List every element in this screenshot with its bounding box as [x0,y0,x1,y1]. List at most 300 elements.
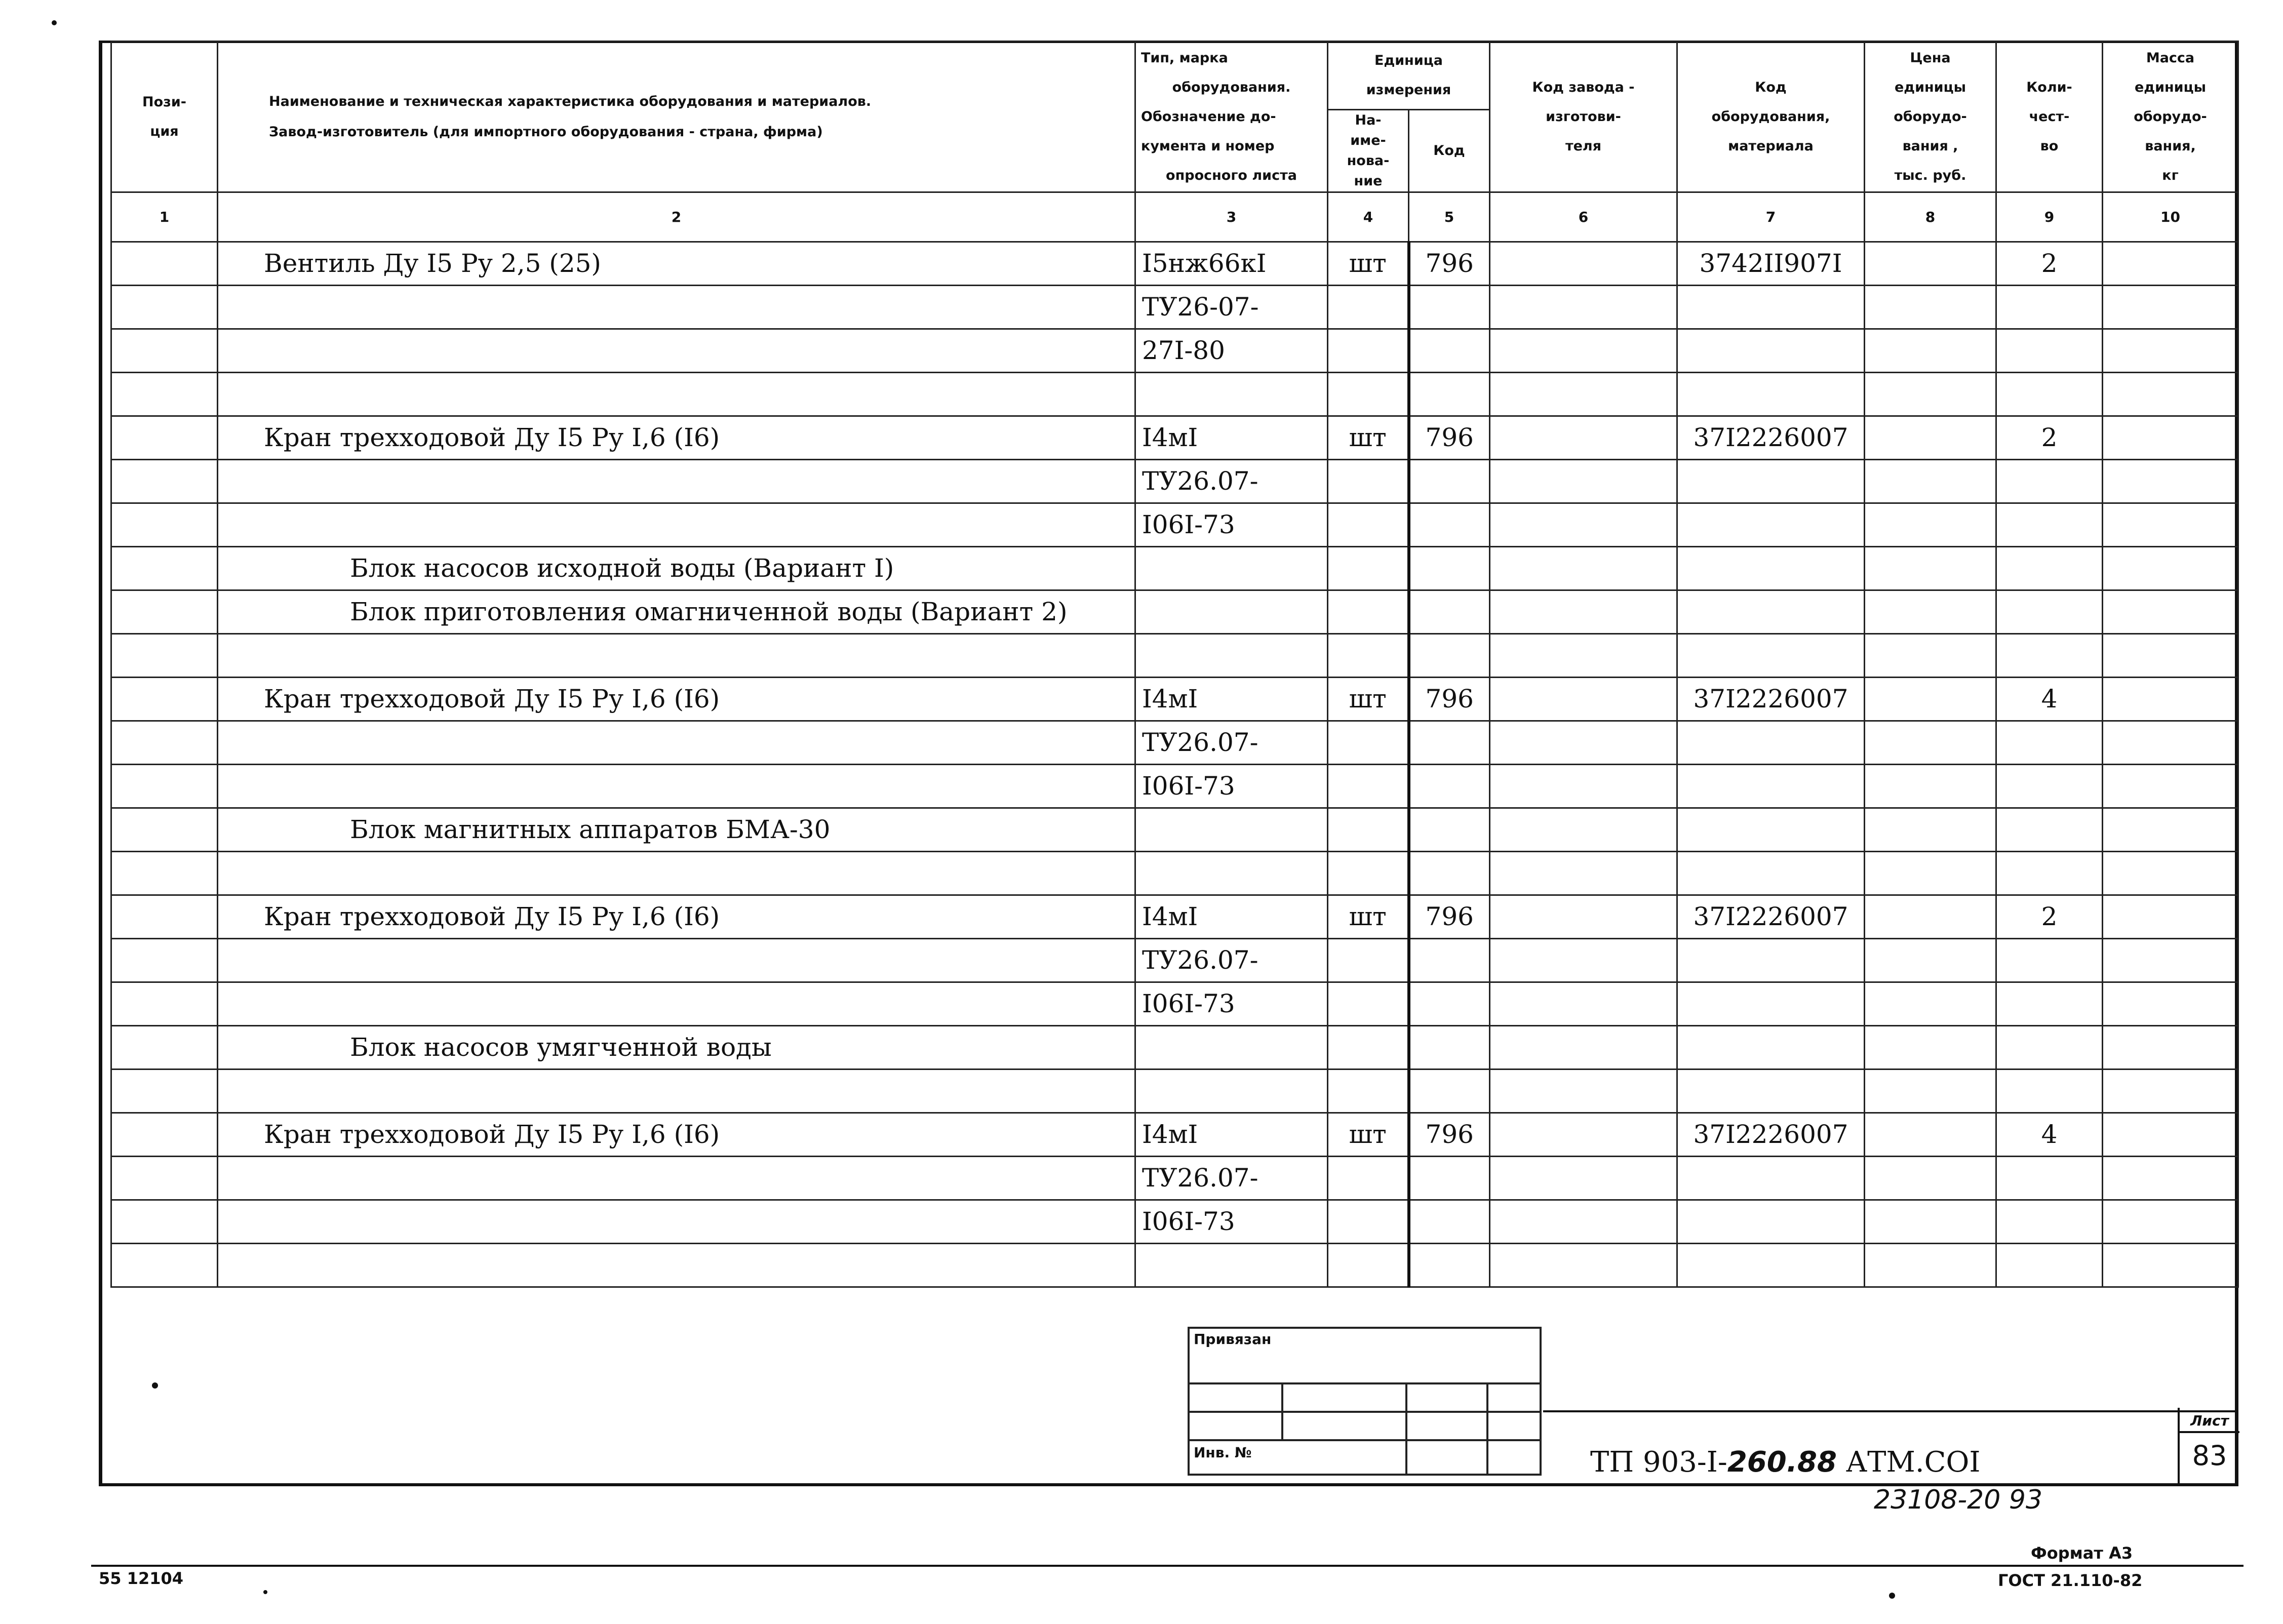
unit-code-cell [1409,1200,1490,1244]
item-name-cell: Кран трехходовой Ду I5 Ру I,6 (I6) [218,1113,1135,1157]
mass-cell [2103,634,2238,678]
quantity-cell [1996,1244,2103,1287]
type-cell: ТУ26.07- [1135,939,1328,982]
item-name-cell [218,721,1135,765]
item-name-cell [218,286,1135,329]
header-unit-code: Код [1409,110,1490,192]
equipment-code-cell: 37I2226007 [1677,895,1865,939]
table-row [111,721,2238,765]
position-cell [111,503,218,547]
mass-cell [2103,1026,2238,1070]
mass-cell [2103,982,2238,1026]
table-row [111,939,2238,982]
mass-cell [2103,416,2238,460]
item-name-cell [218,852,1135,895]
column-number: 6 [1490,192,1677,242]
header-factory-code: Код завода - изготови- теля [1490,42,1677,192]
type-cell [1135,1244,1328,1287]
scan-speck [152,1382,158,1389]
approval-stamp [1188,1327,1542,1476]
type-cell: I06I-73 [1135,982,1328,1026]
sheet-box [2178,1408,2237,1484]
sheet-label: Лист [2180,1411,2239,1433]
type-cell [1135,590,1328,634]
unit-code-cell [1409,460,1490,503]
quantity-cell [1996,721,2103,765]
equipment-code-cell [1677,852,1865,895]
type-cell [1135,1026,1328,1070]
factory-code-cell [1490,416,1677,460]
scan-speck [1889,1593,1895,1599]
quantity-cell [1996,765,2103,808]
type-cell: ТУ26.07- [1135,1157,1328,1200]
quantity-cell [1996,590,2103,634]
factory-code-cell [1490,242,1677,286]
column-number: 2 [218,192,1135,242]
position-cell [111,721,218,765]
bound-label: Привязан [1189,1328,1541,1383]
table-row [111,1026,2238,1070]
item-name-cell [218,503,1135,547]
inventory-label: Инв. № [1189,1440,1406,1475]
header-position: Пози- ция [111,42,218,192]
column-number: 10 [2103,192,2238,242]
unit-code-cell [1409,982,1490,1026]
unit-code-cell: 796 [1409,416,1490,460]
mass-cell [2103,329,2238,373]
table-row [111,547,2238,590]
unit-code-cell [1409,547,1490,590]
table-row [111,503,2238,547]
unit-code-cell [1409,852,1490,895]
column-number: 4 [1328,192,1409,242]
price-cell [1865,895,1996,939]
unit-code-cell: 796 [1409,895,1490,939]
equipment-code-cell [1677,1244,1865,1287]
unit-name-cell [1328,852,1409,895]
position-cell [111,982,218,1026]
item-name-cell [218,982,1135,1026]
table-row [111,982,2238,1026]
unit-code-cell [1409,634,1490,678]
price-cell [1865,678,1996,721]
position-cell [111,1113,218,1157]
unit-name-cell: шт [1328,1113,1409,1157]
scan-speck [52,20,57,25]
quantity-cell: 2 [1996,416,2103,460]
mass-cell [2103,1070,2238,1113]
position-cell [111,1026,218,1070]
equipment-code-cell: 37I2226007 [1677,678,1865,721]
unit-name-cell [1328,721,1409,765]
price-cell [1865,460,1996,503]
factory-code-cell [1490,939,1677,982]
table-row [111,678,2238,721]
position-cell [111,242,218,286]
quantity-cell [1996,460,2103,503]
column-number: 8 [1865,192,1996,242]
unit-code-cell [1409,503,1490,547]
item-name-cell: Блок магнитных аппаратов БМА-30 [218,808,1135,852]
equipment-code-cell [1677,1200,1865,1244]
factory-code-cell [1490,286,1677,329]
table-row [111,1244,2238,1287]
factory-code-cell [1490,590,1677,634]
item-name-cell [218,460,1135,503]
column-number: 5 [1409,192,1490,242]
equipment-code-cell [1677,765,1865,808]
quantity-cell [1996,808,2103,852]
price-cell [1865,1200,1996,1244]
position-cell [111,808,218,852]
column-number: 9 [1996,192,2103,242]
unit-code-cell [1409,808,1490,852]
quantity-cell: 4 [1996,678,2103,721]
quantity-cell [1996,329,2103,373]
equipment-code-cell [1677,1157,1865,1200]
equipment-code-cell: 37I2226007 [1677,1113,1865,1157]
quantity-cell: 2 [1996,242,2103,286]
position-cell [111,460,218,503]
equipment-code-cell [1677,808,1865,852]
table-row [111,286,2238,329]
item-name-cell [218,1244,1135,1287]
table-row [111,1200,2238,1244]
item-name-cell: Блок насосов исходной воды (Вариант I) [218,547,1135,590]
unit-code-cell [1409,373,1490,416]
column-number: 3 [1135,192,1328,242]
item-name-cell [218,1200,1135,1244]
price-cell [1865,634,1996,678]
position-cell [111,939,218,982]
item-name-cell: Блок насосов умягченной воды [218,1026,1135,1070]
column-number: 1 [111,192,218,242]
position-cell [111,634,218,678]
price-cell [1865,721,1996,765]
mass-cell [2103,939,2238,982]
factory-code-cell [1490,678,1677,721]
header-name: Наименование и техническая характеристика оборудования и материалов. Завод-изготовитель (для импортного оборудования - страна, фирма) [218,42,1135,192]
unit-name-cell: шт [1328,678,1409,721]
price-cell [1865,808,1996,852]
mass-cell [2103,1157,2238,1200]
factory-code-cell [1490,852,1677,895]
quantity-cell: 4 [1996,1113,2103,1157]
unit-name-cell [1328,765,1409,808]
price-cell [1865,852,1996,895]
position-cell [111,765,218,808]
mass-cell [2103,852,2238,895]
unit-code-cell [1409,590,1490,634]
unit-name-cell [1328,1200,1409,1244]
item-name-cell: Блок приготовления омагниченной воды (Вариант 2) [218,590,1135,634]
quantity-cell [1996,1200,2103,1244]
table-row [111,765,2238,808]
position-cell [111,1157,218,1200]
table-row [111,852,2238,895]
specification-table [110,41,2239,1288]
column-number: 7 [1677,192,1865,242]
bottom-rule [91,1565,2243,1567]
item-name-cell [218,634,1135,678]
mass-cell [2103,678,2238,721]
quantity-cell [1996,1070,2103,1113]
unit-code-cell: 796 [1409,1113,1490,1157]
factory-code-cell [1490,1200,1677,1244]
price-cell [1865,329,1996,373]
price-cell [1865,1113,1996,1157]
type-cell: ТУ26.07- [1135,721,1328,765]
type-cell: I4мI [1135,678,1328,721]
type-cell [1135,808,1328,852]
mass-cell [2103,721,2238,765]
unit-name-cell [1328,808,1409,852]
factory-code-cell [1490,503,1677,547]
unit-code-cell [1409,1244,1490,1287]
price-cell [1865,503,1996,547]
unit-code-cell: 796 [1409,678,1490,721]
document-designation: ТП 903-I-260.88 АТМ.СОI [1590,1446,1981,1479]
type-cell: 27I-80 [1135,329,1328,373]
position-cell [111,1070,218,1113]
unit-code-cell [1409,1070,1490,1113]
equipment-code-cell [1677,460,1865,503]
price-cell [1865,590,1996,634]
table-row [111,329,2238,373]
unit-code-cell [1409,1026,1490,1070]
unit-code-cell: 796 [1409,242,1490,286]
item-name-cell [218,1157,1135,1200]
unit-name-cell: шт [1328,242,1409,286]
mass-cell [2103,1244,2238,1287]
price-cell [1865,242,1996,286]
unit-code-cell [1409,939,1490,982]
position-cell [111,416,218,460]
unit-name-cell [1328,286,1409,329]
price-cell [1865,1070,1996,1113]
quantity-cell [1996,939,2103,982]
quantity-cell [1996,373,2103,416]
unit-name-cell [1328,1244,1409,1287]
price-cell [1865,373,1996,416]
equipment-code-cell [1677,547,1865,590]
equipment-code-cell [1677,1026,1865,1070]
type-cell: I4мI [1135,416,1328,460]
equipment-code-cell [1677,503,1865,547]
unit-name-cell [1328,634,1409,678]
position-cell [111,547,218,590]
unit-name-cell [1328,503,1409,547]
mass-cell [2103,1113,2238,1157]
type-cell [1135,547,1328,590]
mass-cell [2103,1200,2238,1244]
factory-code-cell [1490,808,1677,852]
unit-name-cell [1328,1157,1409,1200]
type-cell: I4мI [1135,1113,1328,1157]
type-cell: I4мI [1135,895,1328,939]
header-type: Тип, марка оборудования. Обозначение до- кумента и номер опросного листа [1135,42,1328,192]
equipment-code-cell [1677,329,1865,373]
unit-name-cell [1328,460,1409,503]
type-cell: ТУ26.07- [1135,460,1328,503]
position-cell [111,373,218,416]
unit-code-cell [1409,721,1490,765]
mass-cell [2103,547,2238,590]
unit-code-cell [1409,286,1490,329]
scan-speck [263,1590,267,1594]
price-cell [1865,939,1996,982]
item-name-cell [218,939,1135,982]
price-cell [1865,416,1996,460]
position-cell [111,1200,218,1244]
equipment-code-cell [1677,590,1865,634]
price-cell [1865,765,1996,808]
position-cell [111,1244,218,1287]
factory-code-cell [1490,982,1677,1026]
item-name-cell: Кран трехходовой Ду I5 Ру I,6 (I6) [218,678,1135,721]
factory-code-cell [1490,895,1677,939]
price-cell [1865,1157,1996,1200]
quantity-cell [1996,286,2103,329]
mass-cell [2103,895,2238,939]
equipment-code-cell [1677,373,1865,416]
type-cell: I06I-73 [1135,1200,1328,1244]
quantity-cell: 2 [1996,895,2103,939]
mass-cell [2103,808,2238,852]
position-cell [111,286,218,329]
factory-code-cell [1490,373,1677,416]
factory-code-cell [1490,765,1677,808]
item-name-cell [218,329,1135,373]
factory-code-cell [1490,1070,1677,1113]
factory-code-cell [1490,721,1677,765]
header-unit-name: На- име- нова- ние [1328,110,1409,192]
equipment-code-cell [1677,1070,1865,1113]
factory-code-cell [1490,1244,1677,1287]
mass-cell [2103,373,2238,416]
factory-code-cell [1490,329,1677,373]
factory-code-cell [1490,1157,1677,1200]
position-cell [111,590,218,634]
header-mass: Масса единицы оборудо- вания, кг [2103,42,2238,192]
table-row [111,1113,2238,1157]
factory-code-cell [1490,1113,1677,1157]
quantity-cell [1996,547,2103,590]
item-name-cell: Кран трехходовой Ду I5 Ру I,6 (I6) [218,895,1135,939]
footer-code: 55 12104 [99,1569,183,1588]
quantity-cell [1996,982,2103,1026]
price-cell [1865,1026,1996,1070]
unit-code-cell [1409,765,1490,808]
type-cell: I5нж66кI [1135,242,1328,286]
table-row [111,242,2238,286]
unit-name-cell [1328,590,1409,634]
type-cell [1135,1070,1328,1113]
title-block-divider [1543,1410,2235,1412]
equipment-code-cell: 3742II907I [1677,242,1865,286]
standard-label: ГОСТ 21.110-82 [1998,1571,2143,1590]
sheet-number: 83 [2192,1440,2227,1472]
table-row [111,416,2238,460]
header-quantity: Коли- чест- во [1996,42,2103,192]
unit-name-cell: шт [1328,416,1409,460]
table-row [111,373,2238,416]
factory-code-cell [1490,634,1677,678]
header-price: Цена единицы оборудо- вания , тыс. руб. [1865,42,1996,192]
position-cell [111,678,218,721]
price-cell [1865,547,1996,590]
mass-cell [2103,765,2238,808]
equipment-code-cell [1677,721,1865,765]
unit-name-cell [1328,939,1409,982]
price-cell [1865,982,1996,1026]
unit-code-cell [1409,1157,1490,1200]
mass-cell [2103,460,2238,503]
item-name-cell: Вентиль Ду I5 Ру 2,5 (25) [218,242,1135,286]
mass-cell [2103,242,2238,286]
type-cell: I06I-73 [1135,503,1328,547]
unit-name-cell [1328,329,1409,373]
table-row [111,590,2238,634]
quantity-cell [1996,1026,2103,1070]
table-row [111,1157,2238,1200]
position-cell [111,895,218,939]
equipment-code-cell [1677,634,1865,678]
item-name-cell [218,765,1135,808]
format-label: Формат А3 [2031,1543,2133,1563]
mass-cell [2103,286,2238,329]
type-cell: ТУ26-07- [1135,286,1328,329]
table-row [111,634,2238,678]
price-cell [1865,1244,1996,1287]
quantity-cell [1996,1157,2103,1200]
quantity-cell [1996,503,2103,547]
position-cell [111,329,218,373]
unit-name-cell [1328,1070,1409,1113]
type-cell [1135,852,1328,895]
quantity-cell [1996,634,2103,678]
mass-cell [2103,590,2238,634]
equipment-code-cell [1677,286,1865,329]
price-cell [1865,286,1996,329]
item-name-cell: Кран трехходовой Ду I5 Ру I,6 (I6) [218,416,1135,460]
table-row [111,1070,2238,1113]
unit-name-cell [1328,373,1409,416]
item-name-cell [218,373,1135,416]
factory-code-cell [1490,460,1677,503]
unit-name-cell [1328,1026,1409,1070]
equipment-code-cell: 37I2226007 [1677,416,1865,460]
unit-name-cell [1328,982,1409,1026]
type-cell [1135,373,1328,416]
mass-cell [2103,503,2238,547]
type-cell: I06I-73 [1135,765,1328,808]
quantity-cell [1996,852,2103,895]
header-equipment-code: Код оборудования, материала [1677,42,1865,192]
equipment-code-cell [1677,982,1865,1026]
type-cell [1135,634,1328,678]
position-cell [111,852,218,895]
unit-name-cell [1328,547,1409,590]
table-row [111,808,2238,852]
table-row [111,460,2238,503]
unit-code-cell [1409,329,1490,373]
inventory-number: 23108-20 93 [1874,1485,2043,1515]
item-name-cell [218,1070,1135,1113]
unit-name-cell: шт [1328,895,1409,939]
factory-code-cell [1490,547,1677,590]
factory-code-cell [1490,1026,1677,1070]
